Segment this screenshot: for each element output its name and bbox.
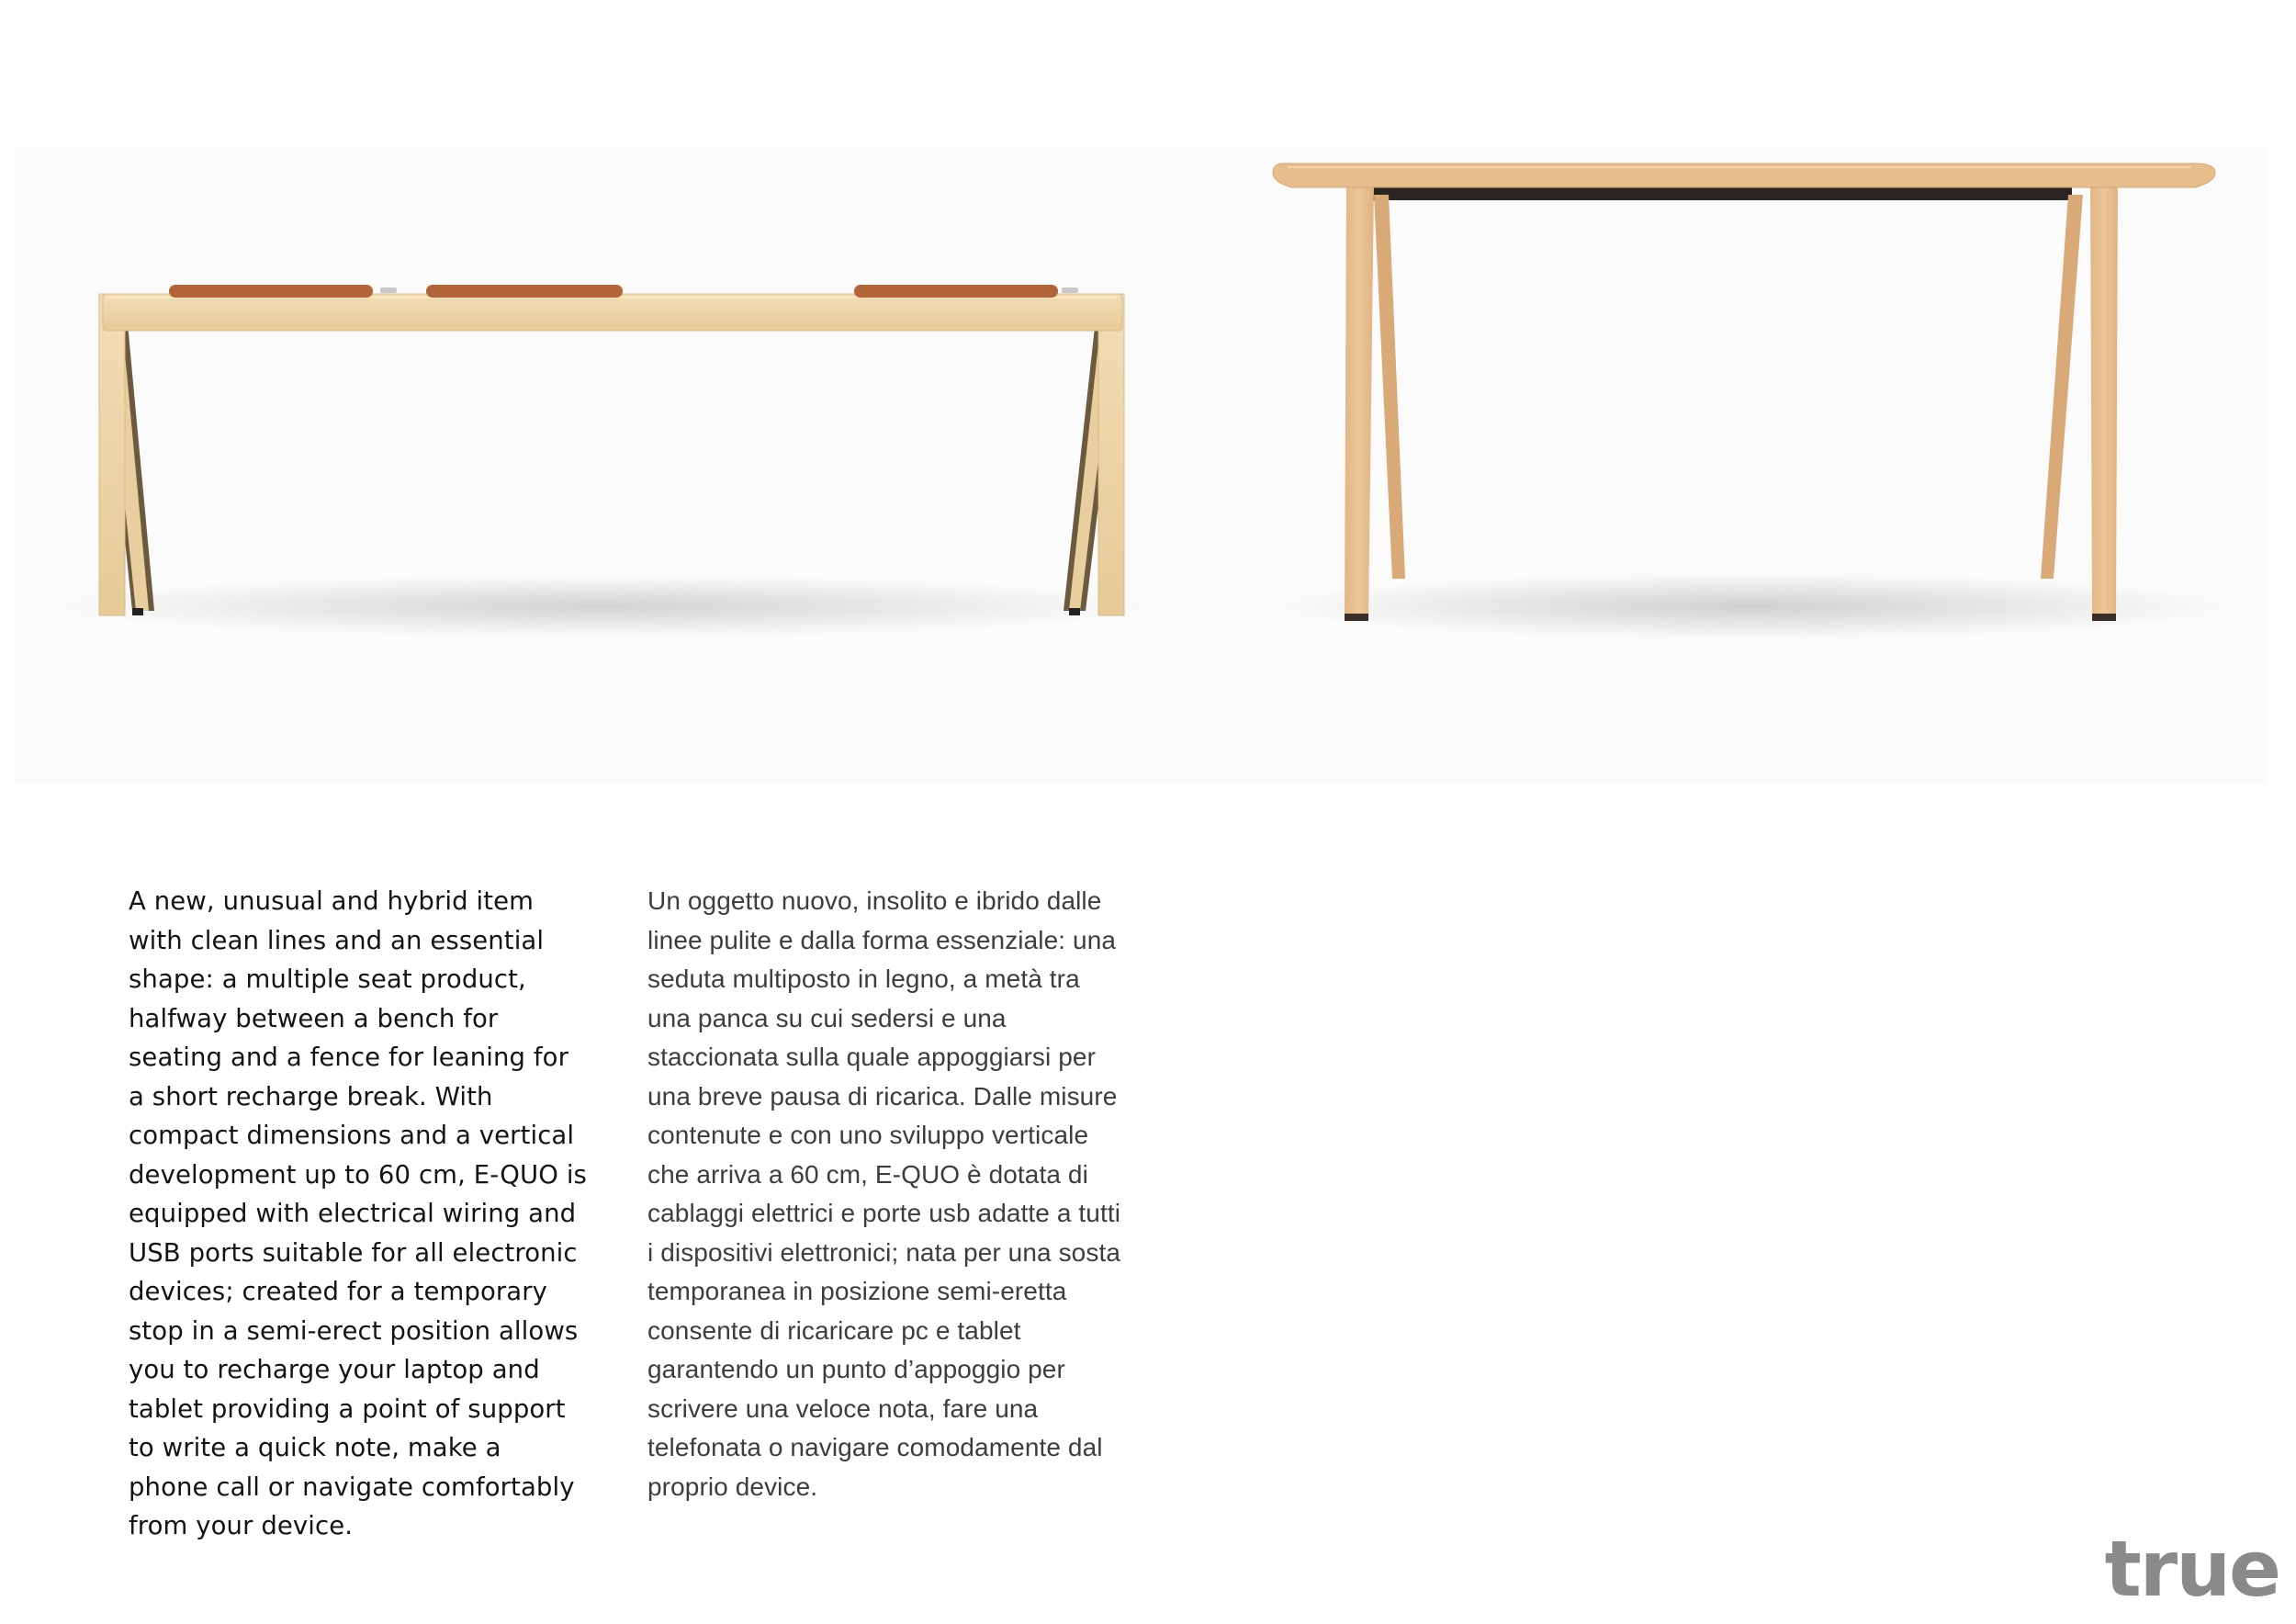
product-photo-band (15, 147, 2267, 784)
bench-leg-left (99, 294, 125, 615)
brand-logo: true (2104, 1524, 2279, 1614)
table-leg-front (2090, 184, 2118, 621)
bench-seat-pad (169, 285, 373, 298)
usb-port (1062, 288, 1078, 293)
table-foot (1345, 614, 1368, 621)
english-description (129, 882, 588, 1546)
bench-shadow (51, 575, 1154, 637)
bench-photo (15, 147, 1172, 784)
table-shadow (1273, 573, 2228, 639)
table-leg-rear (1374, 195, 1405, 579)
italian-description (647, 882, 1125, 1506)
bench-top-beam (103, 294, 1122, 331)
bench-illustration (15, 147, 1172, 784)
bench-leg-right (1098, 294, 1124, 615)
italian-description-text: Un oggetto nuovo, insolito e ibrido dalle linee pulite e dalla forma essenziale: una seduta multiposto in legno, a metà tra una panca su cui sedersi e una staccionata sulla quale appoggiarsi per una breve pausa di ricarica. Dalle misure contenute e con uno sviluppo verticale che arriva a 60 cm, E-QUO è dotata di cablaggi elettrici e porte usb adatte a tutti i dispositivi elettronici; nata per una sosta temporanea in posizione semi-eretta consente di ricaricare pc e tablet garantendo un punto d’appoggio per scrivere una veloce nota, fare una telefonata o navigare comodamente dal proprio device. (647, 886, 1121, 1501)
high-table-photo (1236, 147, 2267, 784)
bench-seat-pad (426, 285, 623, 298)
table-foot (2092, 614, 2116, 621)
bench-foot (132, 608, 143, 615)
high-table-illustration (1236, 147, 2267, 784)
table-leg-front (1345, 184, 1374, 621)
bench-foot (1069, 608, 1080, 615)
english-description-text: A new, unusual and hybrid item with clean lines and an essential shape: a multiple seat product, halfway between a bench for seating and a fence for leaning for a short recharge break. With compact dimensions and a vertical development up to 60 cm, E-QUO is equipped with electrical wiring and USB ports suitable for all electronic devices; created for a temporary stop in a semi-erect position allows you to recharge your laptop and tablet providing a point of support to write a quick note, make a phone call or navigate comfortably from your device. (129, 886, 587, 1540)
bench-seat-pad (854, 285, 1058, 298)
usb-port (380, 288, 397, 293)
table-leg-rear (2041, 195, 2083, 579)
